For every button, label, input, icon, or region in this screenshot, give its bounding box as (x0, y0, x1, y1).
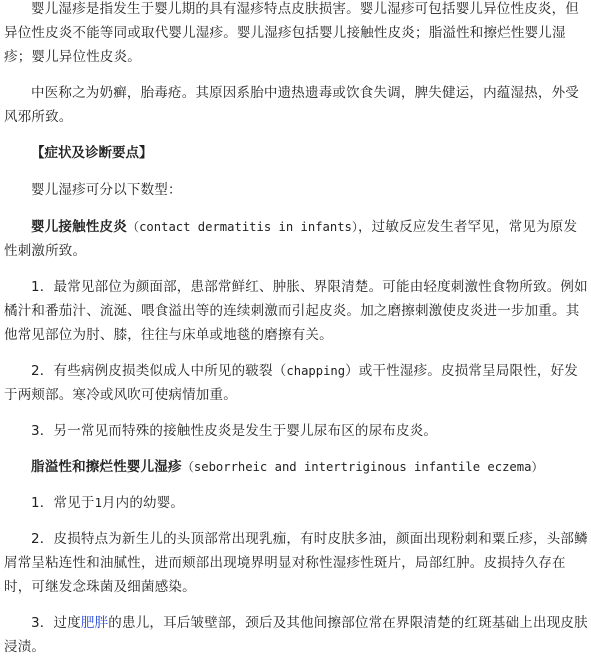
type1-paragraph (4, 215, 588, 263)
type2-item-3-text-a: 3．过度 (31, 615, 81, 631)
type1-english: （contact dermatitis in infants） (126, 220, 358, 234)
intro-paragraph: 婴儿湿疹是指发生于婴儿期的具有湿疹特点皮肤损害。婴儿湿疹可包括婴儿异位性皮炎，但异位性皮炎不能等同或取代婴儿湿疹。婴儿湿疹包括婴儿接触性皮炎；脂溢性和擦烂性婴儿湿疹；婴儿异位性皮炎。 (4, 1, 579, 65)
type2-item-3-text-b: 的患儿，耳后皱壁部，颈后及其他间擦部位常在界限清楚的红斑基础上出现皮肤浸渍。 (4, 615, 588, 655)
type1-item-2-text-a: 2．有些病例皮损类似成人中所见的皲裂（ (31, 363, 287, 379)
type2-paragraph (4, 455, 588, 479)
article-body (4, 0, 588, 659)
type2-item-1-text-b: 月内的幼婴。 (101, 495, 185, 511)
types-intro: 婴儿湿疹可分以下数型： (31, 182, 182, 198)
type1-item-2 (4, 359, 588, 407)
type1-title: 婴儿接触性皮炎 (31, 219, 127, 235)
type2-item-1 (4, 491, 588, 515)
type1-item-3: 3．另一常见而特殊的接触性皮炎是发生于婴儿尿布区的尿布皮炎。 (31, 423, 438, 439)
obesity-link[interactable]: 肥胖 (80, 615, 109, 631)
section-heading: 【症状及诊断要点】 (31, 145, 153, 161)
type2-english: （seborrheic and intertriginous infantile eczema） (181, 460, 544, 474)
type1-item-1: 1．最常见部位为颜面部，患部常鲜红、肿胀、界限清楚。可能由轻度刺激性食物所致。例如橘汁和番茄汁、流涎、喂食溢出等的连续刺激而引起皮炎。加之磨擦刺激使皮炎进一步加重。其他常见部位为肘、膝，往往与床单或地毯的磨擦有关。 (4, 279, 588, 343)
tcm-paragraph: 中医称之为奶癣，胎毒疮。其原因系胎中遗热遗毒或饮食失调，脾失健运，内蕴湿热，外受风邪所致。 (4, 85, 579, 125)
type2-item-3 (4, 611, 588, 659)
type1-item-2-english: chapping (286, 364, 346, 378)
type1-item-2-text-b: ）或干性湿疹。皮损常呈局限性，好发于两颊部。寒冷或风吹可使病情加重。 (4, 363, 578, 403)
type2-item-1-text-a: 1．常见于 (31, 495, 95, 511)
type2-item-2: 2．皮损特点为新生儿的头顶部常出现乳痂，有时皮肤多油，颜面出现粉刺和粟丘疹，头部鳞屑常呈粘连性和油腻性，进而颊部出现境界明显对称性湿疹性斑片，局部红肿。皮损持久存在时，可继发念珠菌及细菌感染。 (4, 531, 588, 595)
type2-title: 脂溢性和擦烂性婴儿湿疹 (31, 459, 182, 475)
type2-item-1-number: 1 (94, 496, 102, 510)
type1-description: ，过敏反应发生者罕见，常见为原发性刺激所致。 (4, 219, 578, 259)
